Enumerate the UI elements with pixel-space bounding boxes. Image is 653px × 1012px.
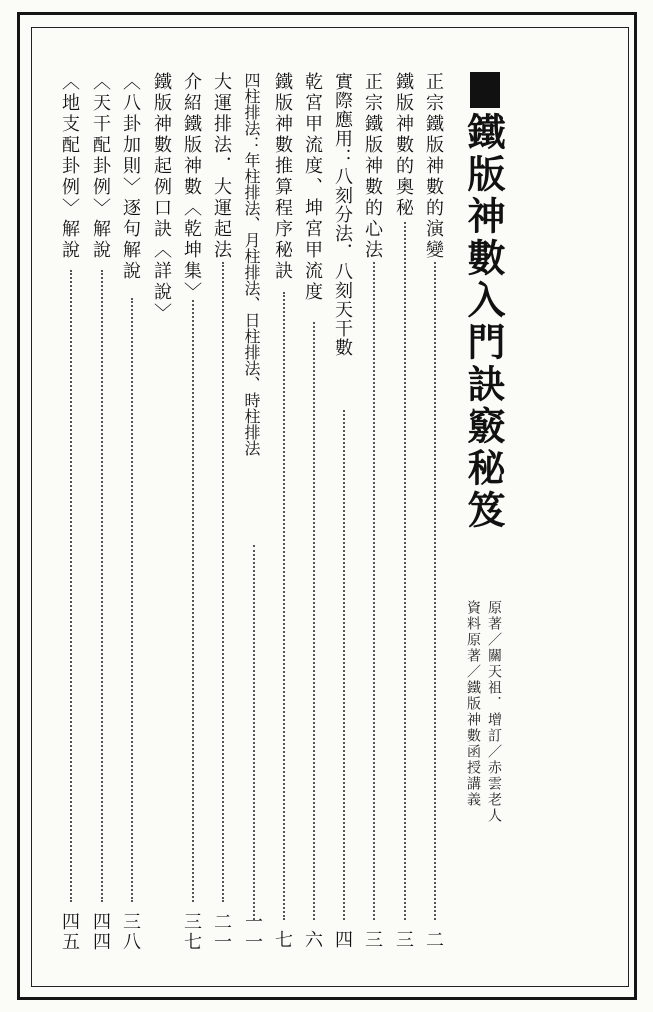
toc-entry-13-leader: [70, 270, 72, 902]
toc-entry-5-leader: [313, 322, 315, 920]
toc-entry-11-page: 三八: [120, 912, 141, 952]
toc-entry-9-page: 三七: [181, 912, 202, 952]
toc-entry-13-page: 四五: [59, 912, 80, 952]
toc-entry-4-title: 實際應用：八刻分法．八刻天干數: [332, 72, 353, 357]
toc-entry-3-page: 三: [362, 930, 383, 949]
toc-entry-2-title: 鐵版神數的奧秘: [393, 72, 414, 219]
toc-entry-6-leader: [283, 292, 285, 920]
toc-entry-6-page: 七: [272, 930, 293, 949]
toc-entry-11-title: 〈八卦加則〉逐句解說: [120, 72, 141, 282]
toc-entry-5-page: 六: [302, 930, 323, 949]
toc-entry-4-leader: [343, 410, 345, 920]
toc-entry-7-page: 一一: [242, 912, 263, 952]
toc-entry-3-leader: [373, 262, 375, 920]
toc-entry-12-leader: [101, 270, 103, 902]
toc-entry-1-leader: [434, 262, 436, 920]
toc-entry-8-leader: [222, 262, 224, 902]
credit-author: 原著／關天祖．增訂／赤雲老人: [486, 600, 502, 824]
toc-entry-3-title: 正宗鐵版神數的心法: [362, 72, 383, 261]
toc-entry-9-title: 介紹鐵版神數〈乾坤集〉: [181, 72, 202, 303]
toc-entry-8-page: 二一: [211, 912, 232, 952]
toc-entry-12-title: 〈天干配卦例〉解說: [90, 72, 111, 261]
title-block-mark: [470, 72, 500, 108]
toc-entry-9-leader: [192, 300, 194, 902]
toc-entry-2-page: 三: [393, 930, 414, 949]
toc-entry-13-title: 〈地支配卦例〉解說: [59, 72, 80, 261]
toc-entry-7-title: 四柱排法：年柱排法、月柱排法、日柱排法、時柱排法: [242, 72, 261, 456]
book-title: 鐵版神數入門訣竅秘笈: [461, 112, 506, 532]
credit-source: 資料原著／鐵版神數函授講義: [465, 600, 481, 808]
toc-entry-6-title: 鐵版神數推算程序秘訣: [272, 72, 293, 282]
toc-entry-2-leader: [404, 222, 406, 920]
toc-entry-7-leader: [253, 545, 255, 920]
toc-entry-11-leader: [131, 298, 133, 902]
toc-entry-5-title: 乾宮甲流度、坤宮甲流度: [302, 72, 323, 303]
toc-entry-10-title: 鐵版神數起例口訣〈詳說〉: [151, 72, 172, 324]
toc-entry-1-title: 正宗鐵版神數的演變: [423, 72, 444, 261]
toc-entry-1-page: 二: [423, 930, 444, 949]
toc-entry-4-page: 四: [332, 930, 353, 949]
toc-entry-12-page: 四四: [90, 912, 111, 952]
toc-entry-8-title: 大運排法．大運起法: [211, 72, 232, 261]
